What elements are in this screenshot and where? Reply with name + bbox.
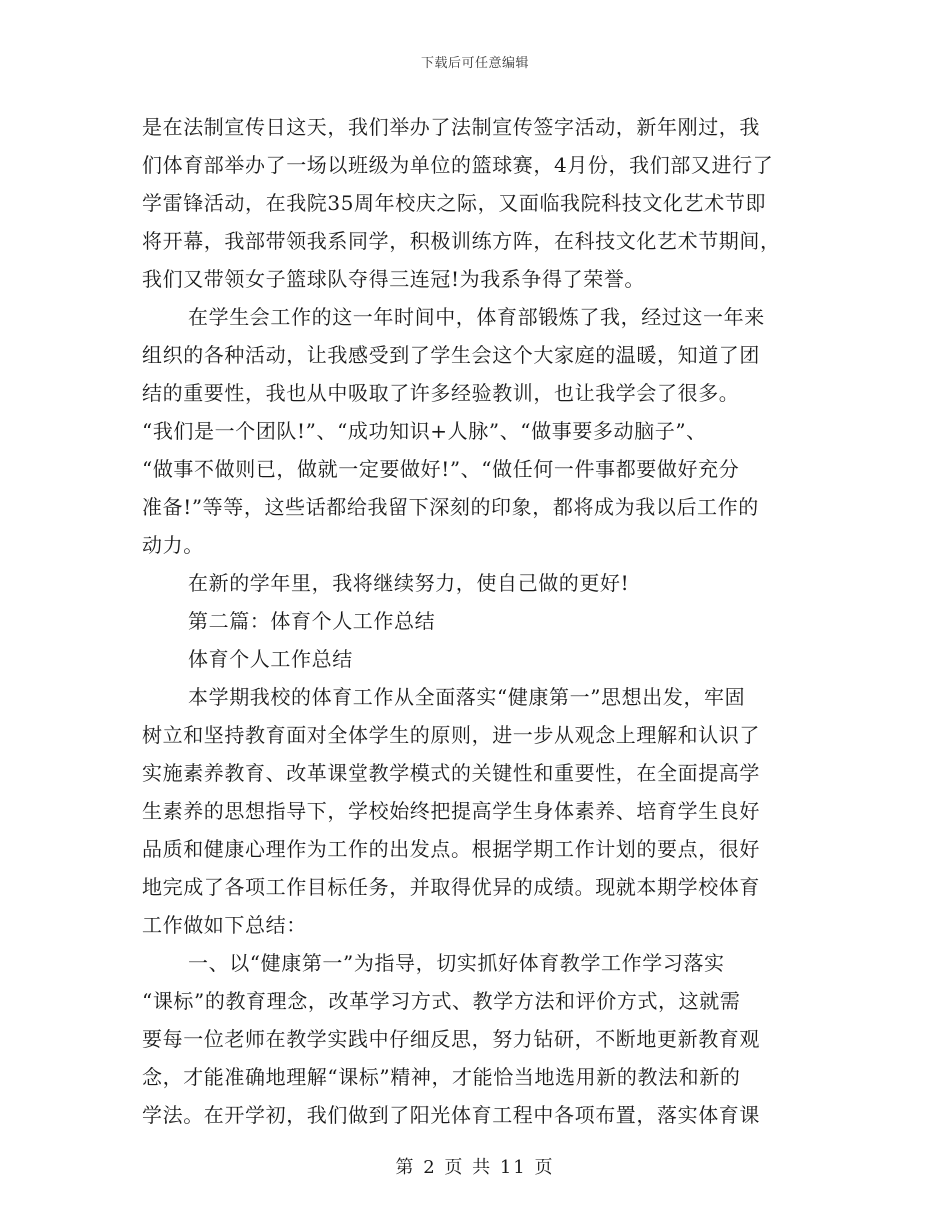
text-line: 动力。: [142, 533, 204, 557]
paragraph-start-line: 在新的学年里，我将继续努力，使自己做的更好!: [188, 571, 630, 595]
paragraph-start-line: 本学期我校的体育工作从全面落实“健康第一”思想出发，牢固: [188, 685, 746, 709]
text-line: “我们是一个团队!”、“成功知识+人脉”、“做事要多动脑子”、: [142, 419, 707, 443]
text-line: 工作做如下总结：: [142, 913, 307, 937]
text-line: 树立和坚持教育面对全体学生的原则，进一步从观念上理解和认识了: [142, 723, 760, 747]
text-line: 生素养的思想指导下，学校始终把提高学生身体素养、培育学生良好: [142, 799, 760, 823]
text-line: 学雷锋活动，在我院35周年校庆之际，又面临我院科技文化艺术节即: [142, 191, 767, 215]
text-line: 组织的各种活动，让我感受到了学生会这个大家庭的温暖，知道了团: [142, 343, 760, 367]
page-header: 下载后可任意编辑: [420, 56, 529, 71]
section-subheading: 体育个人工作总结: [188, 647, 353, 671]
text-line: “课标”的教育理念，改革学习方式、教学方法和评价方式，这就需: [142, 989, 741, 1013]
paragraph-start-line: 在学生会工作的这一年时间中，体育部锻炼了我，经过这一年来: [188, 305, 765, 329]
text-line: 我们又带领女子篮球队夺得三连冠!为我系争得了荣誉。: [142, 267, 646, 291]
page-number-footer: 第 2 页 共 11 页: [395, 1157, 555, 1178]
text-line: 们体育部举办了一场以班级为单位的篮球赛，4月份，我们部又进行了: [142, 153, 774, 177]
text-line: 将开幕，我部带领我系同学，积极训练方阵，在科技文化艺术节期间，: [142, 229, 781, 253]
text-line: 结的重要性，我也从中吸取了许多经验教训，也让我学会了很多。: [142, 381, 740, 405]
text-line: 要每一位老师在教学实践中仔细反思，努力钻研，不断地更新教育观: [142, 1027, 760, 1051]
text-line: 品质和健康心理作为工作的出发点。根据学期工作计划的要点，很好: [142, 837, 760, 861]
text-line: 地完成了各项工作目标任务，并取得优异的成绩。现就本期学校体育: [142, 875, 760, 899]
paragraph-start-line: 一、以“健康第一”为指导，切实抓好体育教学工作学习落实: [188, 951, 725, 975]
text-line: 念，才能准确地理解“课标”精神，才能恰当地选用新的教法和新的: [142, 1065, 741, 1089]
text-line: 是在法制宣传日这天，我们举办了法制宣传签字活动，新年刚过，我: [142, 115, 760, 139]
section-heading: 第二篇：体育个人工作总结: [188, 609, 436, 633]
body-text: [142, 108, 802, 1134]
text-line: 实施素养教育、改革课堂教学模式的关键性和重要性，在全面提高学: [142, 761, 760, 785]
text-line: “做事不做则已，做就一定要做好!”、“做任何一件事都要做好充分: [142, 457, 740, 481]
text-line: 学法。在开学初，我们做到了阳光体育工程中各项布置，落实体育课: [142, 1103, 760, 1127]
text-line: 准备!”等等，这些话都给我留下深刻的印象，都将成为我以后工作的: [142, 495, 759, 519]
